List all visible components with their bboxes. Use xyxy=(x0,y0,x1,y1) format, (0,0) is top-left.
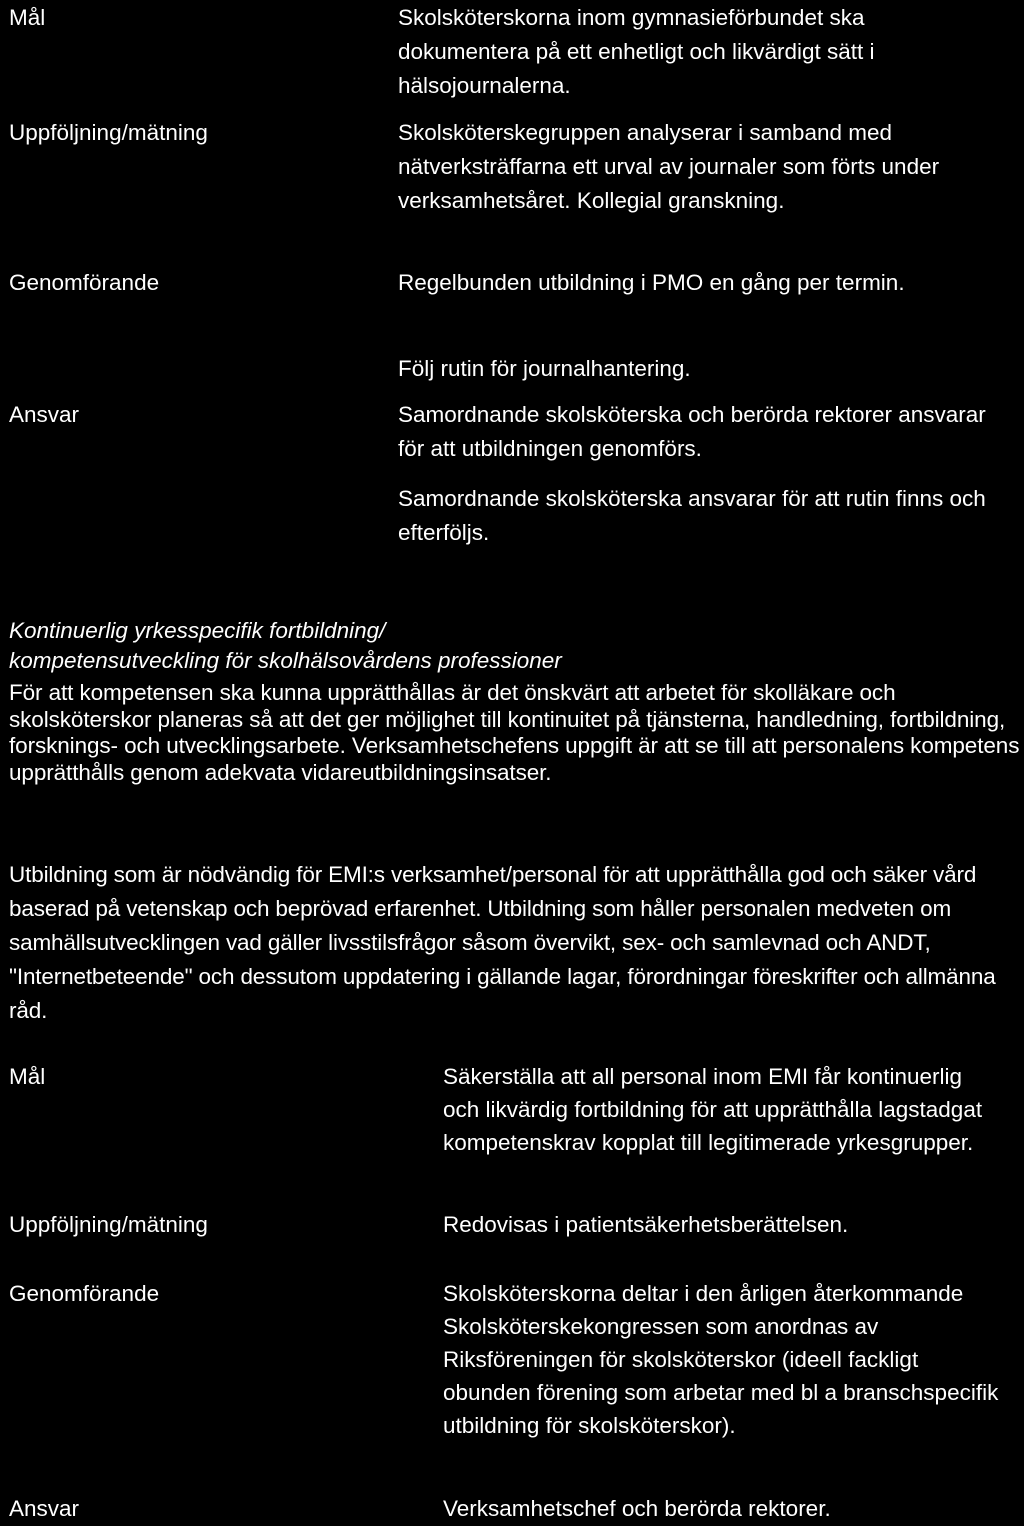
block1-label-mal: Mål xyxy=(9,5,46,30)
section-title xyxy=(9,616,1019,676)
section-title-line2: kompetensutveckling för skolhälsovårdens professioner xyxy=(9,648,562,673)
block2-label-ansvar: Ansvar xyxy=(9,1496,80,1521)
block2-value-mal: Säkerställa att all personal inom EMI får kontinuerlig och likvärdig fortbildning för att upprätthålla lagstadgat kompetenskrav kopplat till legitimerade yrkesgrupper. xyxy=(443,1064,983,1155)
block1-value-uppfoljning: Skolsköterskegruppen analyserar i samband med nätverksträffarna ett urval av journaler som förts under verksamhetsåret. Kollegial granskning. xyxy=(398,120,940,213)
block1-value-genomforande-1: Regelbunden utbildning i PMO en gång per termin. xyxy=(398,270,905,295)
section-paragraph-1: För att kompetensen ska kunna upprätthållas är det önskvärt att arbetet för skolläkare och skolsköterskor planeras så att det ger möjlighet till kontinuitet på tjänsterna, handledning, fortbildning, forsknings- och utvecklingsarbete. Verksamhetschefens uppgift är att se till att personalens kompetens upprätthålls genom adekvata vidareutbildningsinsatser. xyxy=(9,680,1020,785)
block2-label-mal: Mål xyxy=(9,1064,46,1089)
block1-label-ansvar: Ansvar xyxy=(9,402,80,427)
block1-value-genomforande-2: Följ rutin för journalhantering. xyxy=(398,356,691,381)
block2-label-genomforande: Genomförande xyxy=(9,1281,160,1306)
block2-value-genomforande: Skolsköterskorna deltar i den årligen återkommande Skolsköterskekongressen som anordnas av Riksföreningen för skolsköterskor (ideell fackligt obunden förening som arbetar med bl a branschspecifik utbildning för skolsköterskor). xyxy=(443,1281,999,1438)
block1-label-genomforande: Genomförande xyxy=(9,270,160,295)
block1-value-ansvar-2: Samordnande skolsköterska ansvarar för att rutin finns och efterföljs. xyxy=(398,486,986,545)
block1-value-mal: Skolsköterskorna inom gymnasieförbundet ska dokumentera på ett enhetligt och likvärdigt sätt i hälsojournalerna. xyxy=(398,5,875,98)
section-title-line1: Kontinuerlig yrkesspecifik fortbildning/ xyxy=(9,618,386,643)
block1-label-uppfoljning: Uppföljning/mätning xyxy=(9,120,208,145)
block2-value-uppfoljning: Redovisas i patientsäkerhetsberättelsen. xyxy=(443,1212,849,1237)
section-paragraph-2: Utbildning som är nödvändig för EMI:s verksamhet/personal för att upprätthålla god och säker vård baserad på vetenskap och beprövad erfarenhet. Utbildning som håller personalen medveten om samhällsutvecklingen vad gäller livsstilsfrågor såsom övervikt, sex- och samlevnad och ANDT, "Internetbeteende" och dessutom uppdatering i gällande lagar, förordningar föreskrifter och allmänna råd. xyxy=(9,862,996,1023)
block2-value-ansvar: Verksamhetschef och berörda rektorer. xyxy=(443,1496,831,1521)
block1-value-ansvar-1: Samordnande skolsköterska och berörda rektorer ansvarar för att utbildningen genomförs. xyxy=(398,402,986,461)
block2-label-uppfoljning: Uppföljning/mätning xyxy=(9,1212,208,1237)
